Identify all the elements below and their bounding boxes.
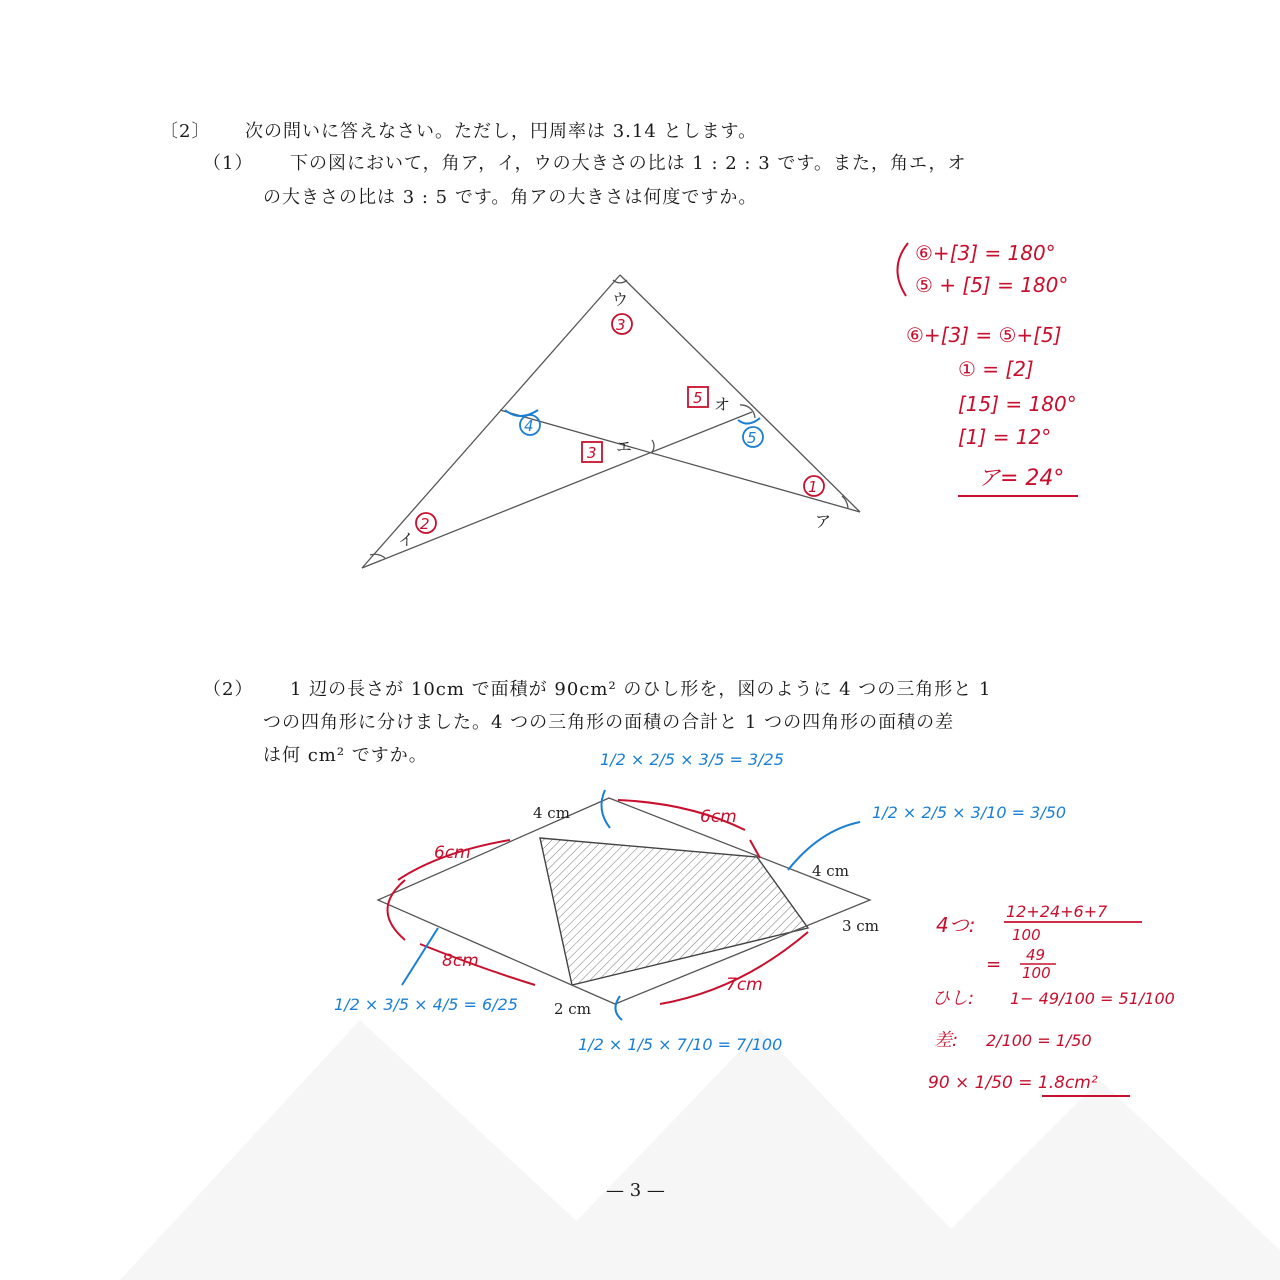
q2-line2: つの四角形に分けました。4 つの三角形の面積の合計と 1 つの四角形の面積の差 (263, 712, 955, 733)
angle-a-label: ア (815, 512, 832, 531)
mark-o: 5 (693, 389, 703, 407)
q2-sa-expr: 2/100 = 1/50 (986, 1031, 1092, 1050)
q1-number: （1） (203, 153, 254, 174)
angle-i-label: イ (398, 530, 415, 549)
page-number: — 3 — (606, 1180, 665, 1201)
q2-eq-num: 49 (1026, 946, 1046, 964)
q1-work-line3: ⑥+[3] = ⑤+[5] (906, 323, 1062, 347)
q2-hishi-label: ひし: (932, 988, 975, 1009)
mark-e: 3 (587, 444, 597, 462)
hw-top-right: 6cm (700, 807, 737, 827)
blue-work-bottom: 1/2 × 1/5 × 7/10 = 7/100 (578, 1035, 783, 1054)
angle-o-label: オ (714, 395, 731, 414)
q1-work-line1: ⑥+[3] = 180° (915, 241, 1056, 265)
q2-four-num: 12+24+6+7 (1006, 902, 1108, 921)
label-bottom: 2 cm (554, 1000, 591, 1018)
label-right-top: 4 cm (812, 862, 849, 880)
q1-work-line2: ⑤ + [5] = 180° (915, 273, 1069, 297)
mark-i: 2 (420, 515, 430, 533)
hw-top-left: 6cm (434, 843, 471, 863)
q2-hishi-expr: 1− 49/100 = 51/100 (1010, 989, 1175, 1008)
q2-number: （2） (203, 679, 254, 700)
blue-work-top: 1/2 × 2/5 × 3/5 = 3/25 (600, 750, 784, 769)
blue-work-left: 1/2 × 3/5 × 4/5 = 6/25 (334, 995, 518, 1014)
mark-blue-left: 4 (524, 417, 534, 435)
hw-left: 8cm (442, 951, 479, 971)
q1-line2: の大きさの比は 3 : 5 です。角アの大きさは何度ですか。 (263, 187, 758, 208)
q1-work-line5: [15] = 180° (958, 392, 1077, 416)
hw-bottom-right: 7cm (726, 975, 763, 995)
q1-answer: ア= 24° (978, 466, 1065, 491)
q1-line1: 下の図において，角ア，イ，ウの大きさの比は 1 : 2 : 3 です。また，角エ，オ (290, 153, 967, 174)
mark-u: 3 (616, 316, 626, 334)
q2-four-den: 100 (1012, 926, 1041, 944)
label-right: 3 cm (842, 917, 879, 935)
blue-work-right: 1/2 × 2/5 × 3/10 = 3/50 (872, 803, 1067, 822)
q1-work-line4: ① = [2] (958, 357, 1034, 381)
q2-line1: 1 辺の長さが 10cm で面積が 90cm² のひし形を，図のように 4 つの三角形と 1 (290, 679, 992, 700)
angle-e-label: エ (616, 437, 633, 456)
mark-a: 1 (808, 478, 818, 496)
section-number: 〔2〕 (160, 121, 211, 142)
q2-four-label: 4つ: (936, 913, 976, 937)
mark-blue-right: 5 (747, 429, 757, 447)
q1-work-line6: [1] = 12° (958, 425, 1052, 449)
q2-eq-den: 100 (1022, 964, 1051, 982)
q2-final: 90 × 1/50 = 1.8cm² (928, 1073, 1098, 1093)
q2-line3: は何 cm² ですか。 (263, 745, 428, 766)
q2-sa-label: 差: (934, 1030, 959, 1051)
angle-u-label: ウ (612, 290, 629, 309)
label-top: 4 cm (533, 804, 570, 822)
section-instruction: 次の問いに答えなさい。ただし，円周率は 3.14 とします。 (245, 121, 758, 142)
svg-text:=: = (986, 954, 1002, 975)
